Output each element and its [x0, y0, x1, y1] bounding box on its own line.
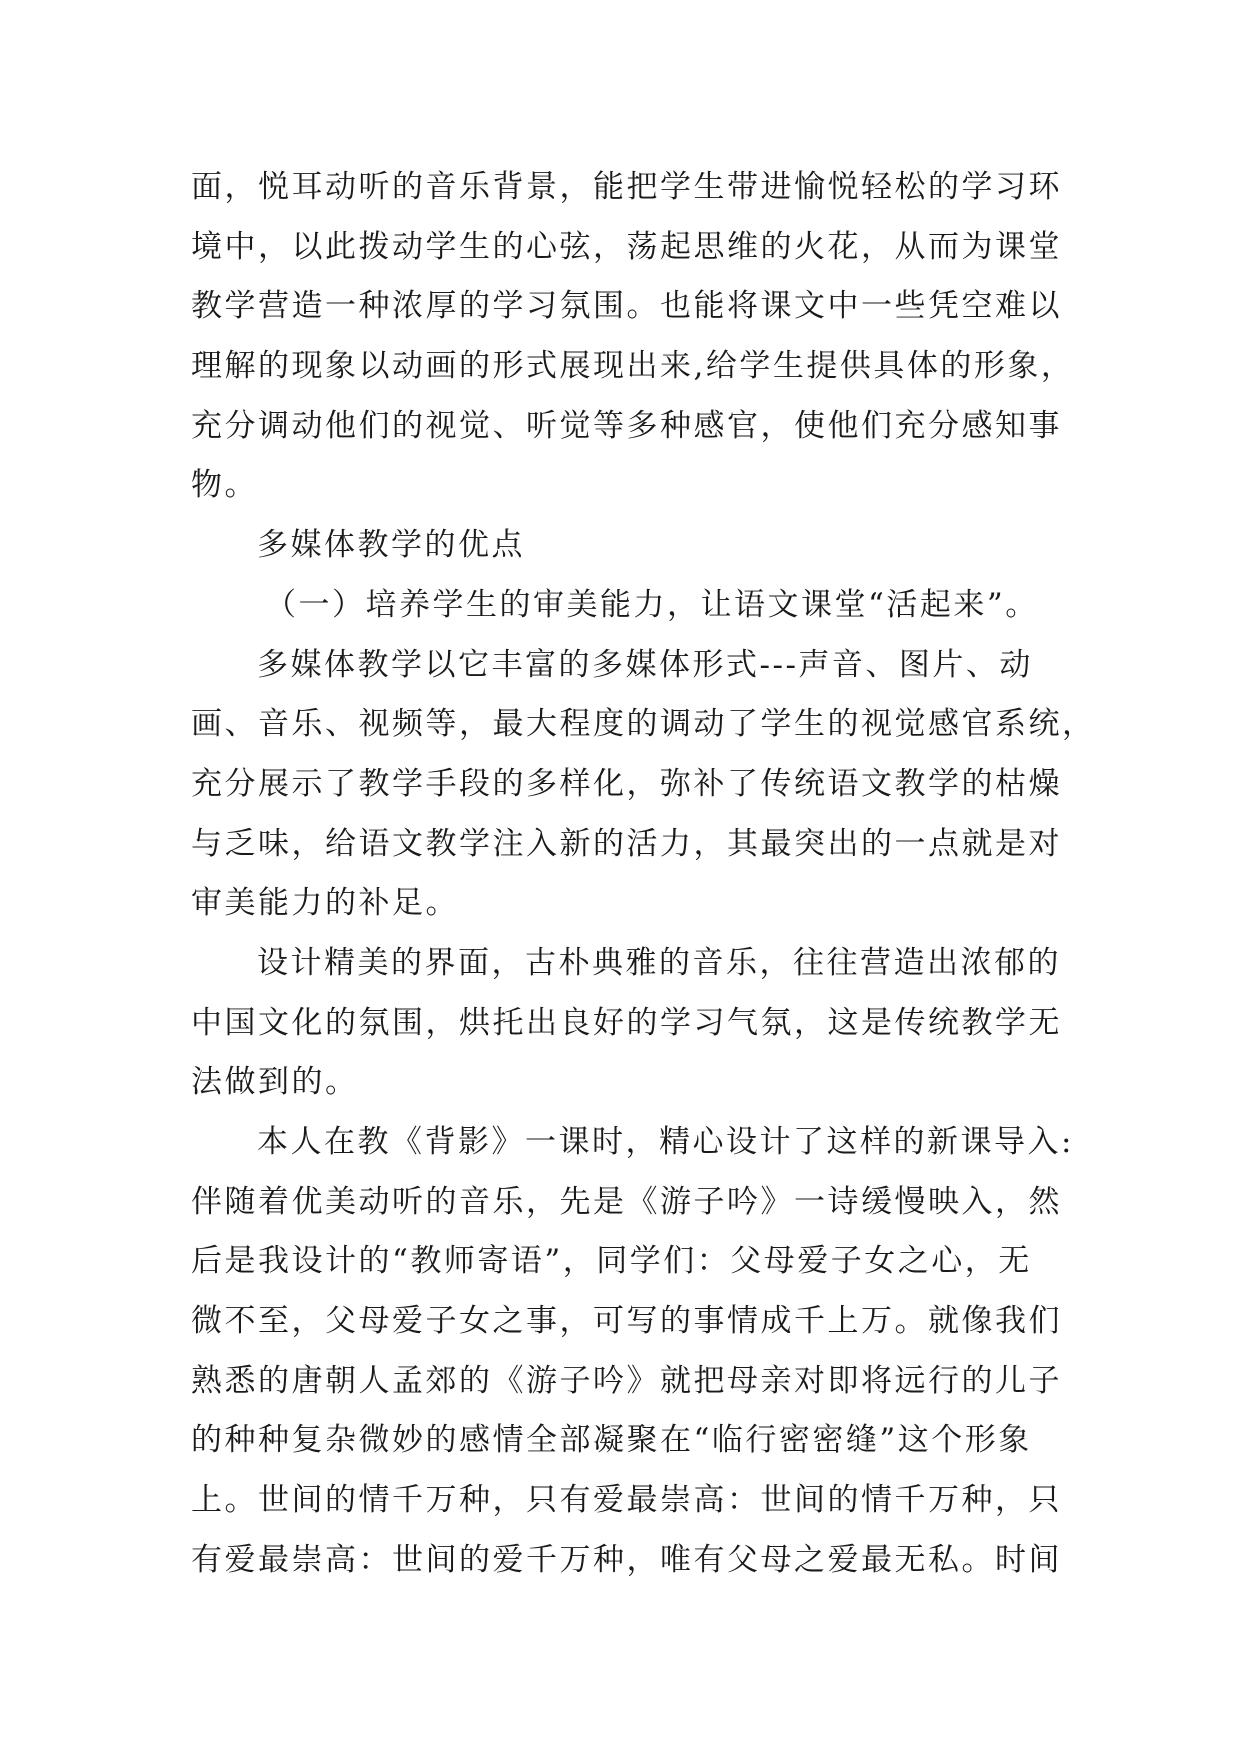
- paragraph-line: 多媒体教学以它丰富的多媒体形式---声音、图片、动: [257, 646, 1033, 683]
- paragraph-line: 微不至，父母爱子女之事，可写的事情成千上万。就像我们: [191, 1303, 1062, 1340]
- paragraph-line: 充分展示了教学手段的多样化，弥补了传统语文教学的枯燥: [191, 765, 1062, 802]
- paragraph-line: 法做到的。: [191, 1064, 359, 1101]
- paragraph-line: 设计精美的界面，古朴典雅的音乐，往往营造出浓郁的: [257, 944, 1061, 981]
- paragraph-line: 审美能力的补足。: [191, 885, 459, 922]
- subsection-heading: （一）培养学生的审美能力，让语文课堂“活起来”。: [265, 586, 1039, 623]
- paragraph-line: 理解的现象以动画的形式展现出来,给学生提供具体的形象，: [191, 348, 1075, 385]
- paragraph-line: 本人在教《背影》一课时，精心设计了这样的新课导入:: [257, 1124, 1074, 1160]
- paragraph-line: 伴随着优美动听的音乐，先是《游子吟》一诗缓慢映入，然: [191, 1183, 1062, 1220]
- paragraph-line: 有爱最崇高：世间的爱千万种，唯有父母之爱最无私。时间: [191, 1541, 1062, 1578]
- paragraph-line: 熟悉的唐朝人孟郊的《游子吟》就把母亲对即将远行的儿子: [191, 1362, 1062, 1399]
- paragraph-line: 中国文化的氛围，烘托出良好的学习气氛，这是传统教学无: [191, 1004, 1062, 1041]
- paragraph-line: 后是我设计的“教师寄语”，同学们：父母爱子女之心，无: [191, 1243, 1032, 1280]
- paragraph-line: 面，悦耳动听的音乐背景，能把学生带进愉悦轻松的学习环: [191, 169, 1062, 205]
- document-body: [191, 158, 1096, 1591]
- paragraph-line: 与乏味，给语文教学注入新的活力，其最突出的一点就是对: [191, 825, 1062, 862]
- paragraph-line: 教学营造一种浓厚的学习氛围。也能将课文中一些凭空难以: [191, 288, 1062, 325]
- section-heading: 多媒体教学的优点: [257, 527, 525, 564]
- paragraph-line: 画、音乐、视频等，最大程度的调动了学生的视觉感官系统，: [191, 706, 1096, 743]
- paragraph-line: 上。世间的情千万种，只有爱最崇高：世间的情千万种，只: [191, 1482, 1062, 1519]
- paragraph-line: 物。: [191, 467, 258, 504]
- paragraph-line: 境中，以此拨动学生的心弦，荡起思维的火花，从而为课堂: [191, 228, 1062, 265]
- paragraph-line: 充分调动他们的视觉、听觉等多种感官，使他们充分感知事: [191, 407, 1062, 444]
- paragraph-line: 的种种复杂微妙的感情全部凝聚在“临行密密缝”这个形象: [191, 1422, 1032, 1459]
